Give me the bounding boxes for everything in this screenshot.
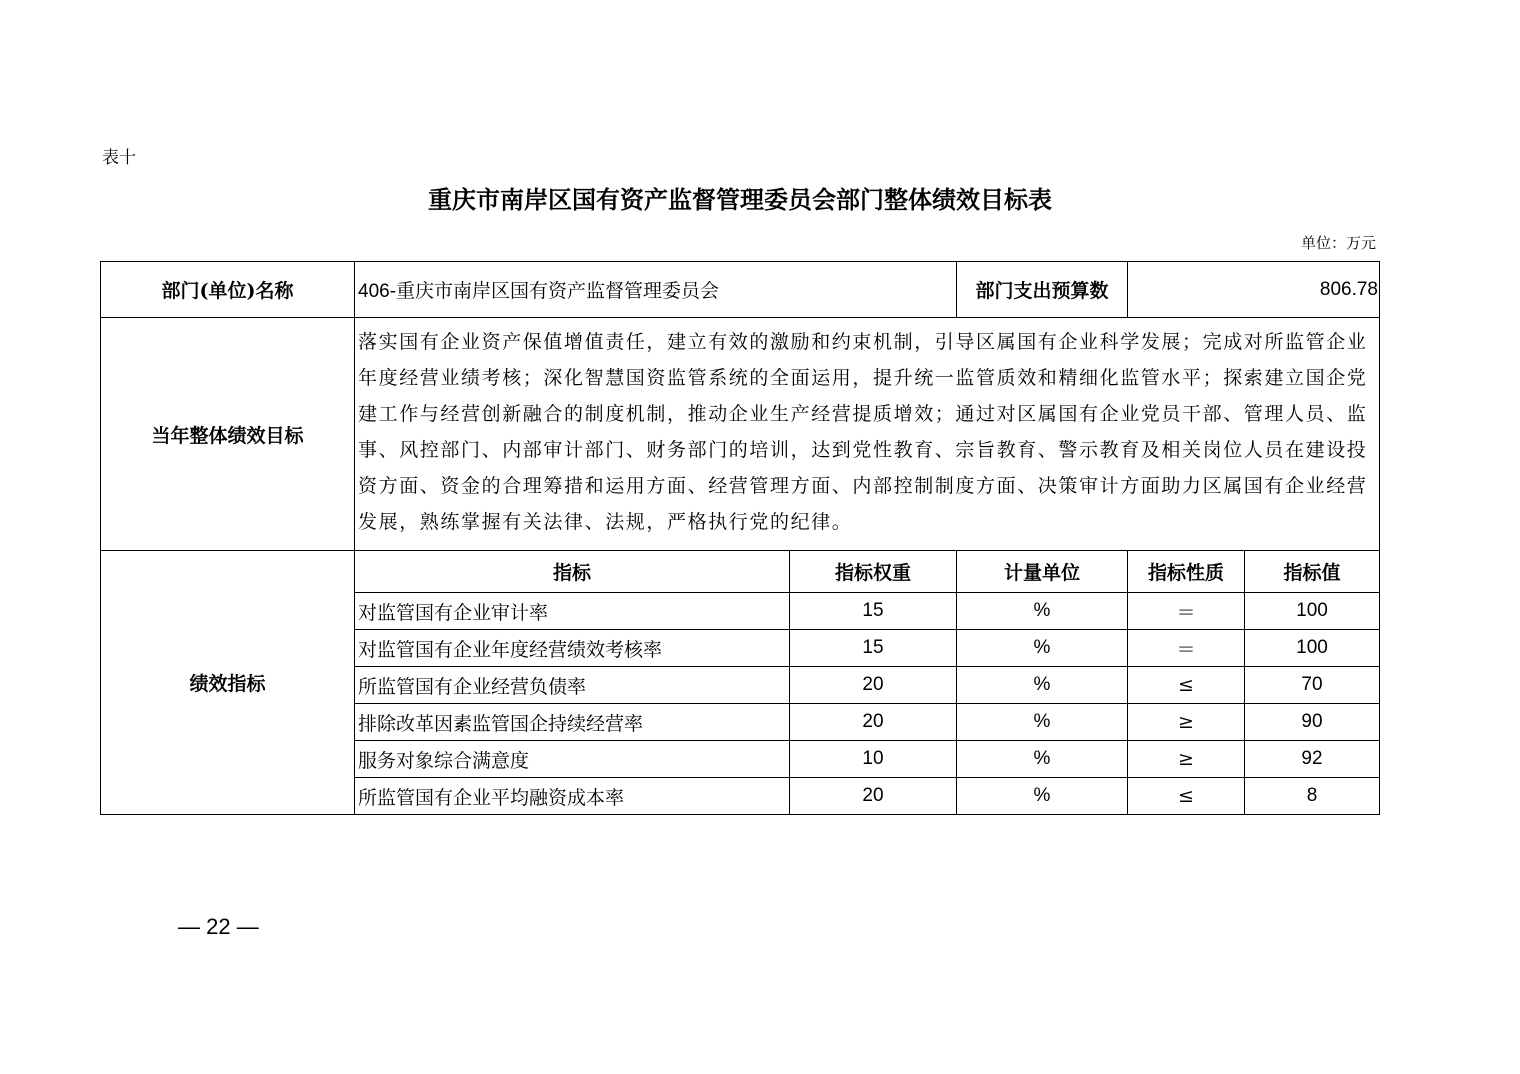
dept-row xyxy=(101,262,1380,318)
indicator-nature: ≤ xyxy=(1128,667,1245,704)
indicator-weight: 20 xyxy=(790,778,957,815)
indicators-label: 绩效指标 xyxy=(101,551,355,815)
goal-text: 落实国有企业资产保值增值责任，建立有效的激励和约束机制，引导区属国有企业科学发展；完成对所监管企业年度经营业绩考核；深化智慧国资监管系统的全面运用，提升统一监管质效和精细化监管水平；探索建立国企党建工作与经营创新融合的制度机制，推动企业生产经营提质增效；通过对区属国有企业党员干部、管理人员、监事、风控部门、内部审计部门、财务部门的培训，达到党性教育、宗旨教育、警示教育及相关岗位人员在建设投资方面、资金的合理筹措和运用方面、经营管理方面、内部控制制度方面、决策审计方面助力区属国有企业经营发展，熟练掌握有关法律、法规，严格执行党的纪律。 xyxy=(355,318,1380,551)
performance-table xyxy=(100,261,1380,815)
indicator-weight: 15 xyxy=(790,630,957,667)
indicator-name: 服务对象综合满意度 xyxy=(355,741,790,778)
table-label: 表十 xyxy=(102,148,136,168)
indicator-unit: % xyxy=(957,630,1128,667)
indicator-value: 8 xyxy=(1245,778,1380,815)
indicator-name: 对监管国有企业年度经营绩效考核率 xyxy=(355,630,790,667)
indicator-weight: 15 xyxy=(790,593,957,630)
header-indicator: 指标 xyxy=(355,551,790,593)
header-weight: 指标权重 xyxy=(790,551,957,593)
indicator-weight: 20 xyxy=(790,704,957,741)
indicator-weight: 10 xyxy=(790,741,957,778)
budget-value: 806.78 xyxy=(1128,262,1380,318)
indicator-nature: ≤ xyxy=(1128,778,1245,815)
indicator-value: 100 xyxy=(1245,630,1380,667)
indicator-name: 所监管国有企业经营负债率 xyxy=(355,667,790,704)
indicator-unit: % xyxy=(957,704,1128,741)
indicator-name: 对监管国有企业审计率 xyxy=(355,593,790,630)
indicator-nature: ＝ xyxy=(1128,630,1245,667)
indicator-value: 92 xyxy=(1245,741,1380,778)
indicator-value: 90 xyxy=(1245,704,1380,741)
indicator-unit: % xyxy=(957,593,1128,630)
header-nature: 指标性质 xyxy=(1128,551,1245,593)
indicator-nature: ≥ xyxy=(1128,741,1245,778)
dept-name-value xyxy=(355,262,957,318)
indicator-nature: ≥ xyxy=(1128,704,1245,741)
indicator-nature: ＝ xyxy=(1128,593,1245,630)
indicator-name: 所监管国有企业平均融资成本率 xyxy=(355,778,790,815)
indicator-unit: % xyxy=(957,741,1128,778)
indicator-value: 100 xyxy=(1245,593,1380,630)
indicator-name: 排除改革因素监管国企持续经营率 xyxy=(355,704,790,741)
header-value: 指标值 xyxy=(1245,551,1380,593)
page-title: 重庆市南岸区国有资产监督管理委员会部门整体绩效目标表 xyxy=(428,185,1052,214)
dept-name-label: 部门(单位)名称 xyxy=(101,262,355,318)
page-number: — 22 — xyxy=(178,914,259,939)
budget-label: 部门支出预算数 xyxy=(957,262,1128,318)
goal-label: 当年整体绩效目标 xyxy=(101,318,355,551)
unit-label: 单位：万元 xyxy=(1300,234,1376,252)
indicator-unit: % xyxy=(957,667,1128,704)
goal-row xyxy=(101,318,1380,551)
indicator-header-row xyxy=(101,551,1380,593)
indicator-weight: 20 xyxy=(790,667,957,704)
header-unit: 计量单位 xyxy=(957,551,1128,593)
indicator-unit: % xyxy=(957,778,1128,815)
indicator-value: 70 xyxy=(1245,667,1380,704)
dept-name: 406-重庆市南岸区国有资产监督管理委员会 xyxy=(358,281,720,302)
